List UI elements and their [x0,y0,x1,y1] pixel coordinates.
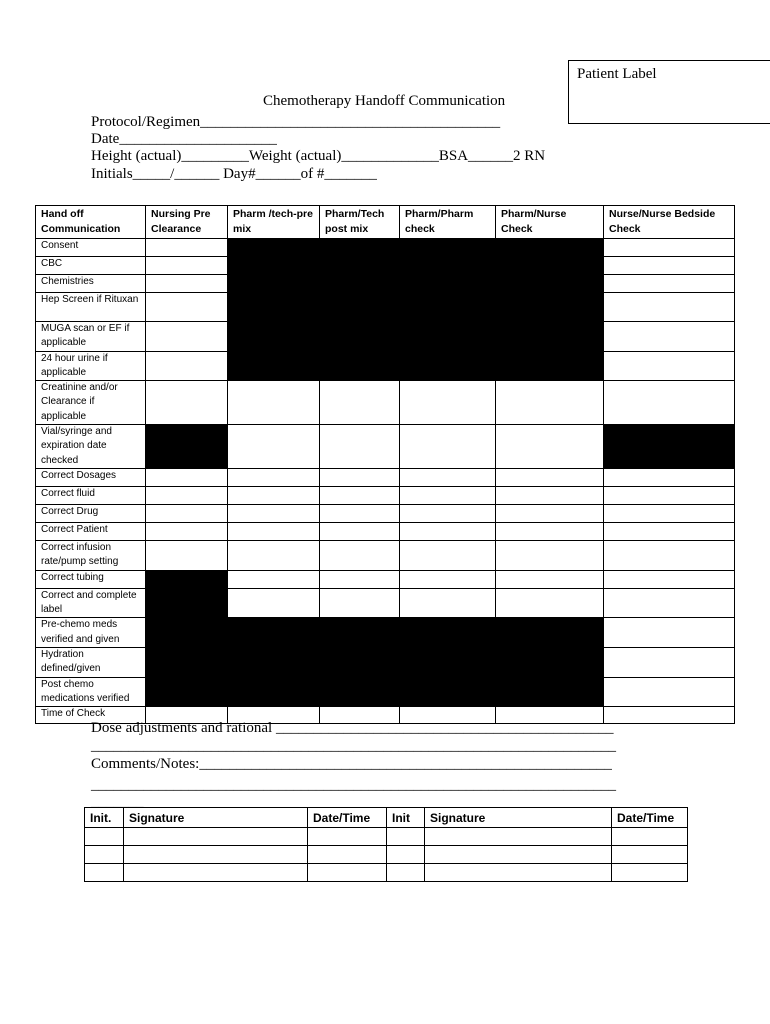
column-header: Nurse/Nurse Bedside Check [604,206,735,239]
dose-adjustments-continuation-line[interactable]: ______________________________________________________________________ [91,738,616,754]
check-cell[interactable] [604,677,735,707]
dose-adjustments-line[interactable]: Dose adjustments and rational _____________________________________________ [91,720,614,736]
table-row [36,469,735,487]
init-cell[interactable] [85,846,124,864]
signature-cell[interactable] [124,828,308,846]
check-cell[interactable] [320,588,400,618]
row-label: Correct Drug [36,505,146,523]
init-cell[interactable] [85,828,124,846]
check-cell[interactable] [146,275,228,293]
table-row [36,570,735,588]
check-cell[interactable] [320,487,400,505]
signature-cell[interactable] [124,864,308,882]
check-cell[interactable] [604,293,735,322]
check-cell[interactable] [604,469,735,487]
check-cell[interactable] [400,541,496,571]
table-row [36,618,735,648]
signature-table [84,807,688,882]
datetime-cell[interactable] [612,828,688,846]
check-cell[interactable] [496,381,604,425]
check-cell[interactable] [146,487,228,505]
check-cell[interactable] [228,588,320,618]
check-cell[interactable] [604,351,735,381]
check-cell[interactable] [146,351,228,381]
check-cell[interactable] [604,322,735,352]
check-cell[interactable] [320,469,400,487]
blocked-cell [228,239,604,381]
column-header: Date/Time [308,808,387,828]
signature-row [85,846,688,864]
init-cell[interactable] [387,864,425,882]
row-label: CBC [36,257,146,275]
patient-label: Patient Label [577,66,657,82]
check-cell[interactable] [400,588,496,618]
check-cell[interactable] [228,487,320,505]
form-title: Chemotherapy Handoff Communication [263,93,506,109]
row-label: Pre-chemo meds verified and given [36,618,146,648]
check-cell[interactable] [604,707,735,724]
datetime-cell[interactable] [308,846,387,864]
row-label: Correct Patient [36,523,146,541]
row-label: Hep Screen if Rituxan [36,293,146,322]
check-cell[interactable] [400,469,496,487]
check-cell[interactable] [496,523,604,541]
row-label: Correct Dosages [36,469,146,487]
datetime-cell[interactable] [612,846,688,864]
check-cell[interactable] [604,505,735,523]
signature-cell[interactable] [425,864,612,882]
datetime-cell[interactable] [612,864,688,882]
row-label: Chemistries [36,275,146,293]
column-header: Nursing Pre Clearance [146,206,228,239]
row-label: Correct tubing [36,570,146,588]
check-cell[interactable] [496,541,604,571]
column-header: Hand off Communication [36,206,146,239]
comments-end-line[interactable]: _______ [91,794,144,810]
check-cell[interactable] [146,293,228,322]
height-weight-bsa-line[interactable]: Height (actual)_________Weight (actual)_____________BSA______2 RN [91,148,546,164]
table-header-row [36,206,735,239]
check-cell[interactable] [496,570,604,588]
table-row [36,381,735,425]
check-cell[interactable] [604,618,735,648]
signature-row [85,864,688,882]
blocked-cell [228,618,604,707]
blocked-cell [604,425,735,469]
initials-day-line[interactable]: Initials_____/______ Day#______of #_______ [91,166,377,182]
check-cell[interactable] [604,570,735,588]
table-row [36,588,735,618]
row-label: Post chemo medications verified [36,677,146,707]
column-header: Pharm/Pharm check [400,206,496,239]
signature-row [85,828,688,846]
column-header: Pharm/Nurse Check [496,206,604,239]
check-cell[interactable] [320,523,400,541]
check-cell[interactable] [400,487,496,505]
check-cell[interactable] [228,541,320,571]
column-header: Pharm/Tech post mix [320,206,400,239]
blocked-cell [146,425,228,469]
row-label: Vial/syringe and expiration date checked [36,425,146,469]
comments-continuation-line[interactable]: ______________________________________________________________________ [91,777,616,793]
signature-cell[interactable] [425,846,612,864]
check-cell[interactable] [604,275,735,293]
check-cell[interactable] [496,469,604,487]
protocol-regimen-line[interactable]: Protocol/Regimen________________________________________ [91,114,501,130]
check-cell[interactable] [604,487,735,505]
check-cell[interactable] [400,570,496,588]
row-label: Hydration defined/given [36,647,146,677]
check-cell[interactable] [228,469,320,487]
datetime-cell[interactable] [308,828,387,846]
row-label: Correct fluid [36,487,146,505]
check-cell[interactable] [146,381,228,425]
check-cell[interactable] [496,505,604,523]
check-cell[interactable] [604,381,735,425]
check-cell[interactable] [320,425,400,469]
column-header: Init [387,808,425,828]
row-label: Correct and complete label [36,588,146,618]
table-row [36,541,735,571]
check-cell[interactable] [604,239,735,257]
blocked-cell [146,570,228,706]
patient-label-box [568,60,770,124]
check-cell[interactable] [320,381,400,425]
check-cell[interactable] [496,588,604,618]
check-cell[interactable] [604,257,735,275]
check-cell[interactable] [320,505,400,523]
signature-header-row [85,808,688,828]
datetime-cell[interactable] [308,864,387,882]
date-line[interactable]: Date_____________________ [91,131,277,147]
column-header: Signature [124,808,308,828]
init-cell[interactable] [387,846,425,864]
check-cell[interactable] [320,541,400,571]
column-header: Init. [85,808,124,828]
check-cell[interactable] [228,505,320,523]
table-row [36,239,735,257]
check-cell[interactable] [146,239,228,257]
signature-cell[interactable] [124,846,308,864]
check-cell[interactable] [400,425,496,469]
signature-cell[interactable] [425,828,612,846]
check-cell[interactable] [604,523,735,541]
init-cell[interactable] [387,828,425,846]
column-header: Date/Time [612,808,688,828]
table-row [36,523,735,541]
check-cell[interactable] [400,381,496,425]
check-cell[interactable] [496,487,604,505]
check-cell[interactable] [146,523,228,541]
init-cell[interactable] [85,864,124,882]
row-label: MUGA scan or EF if applicable [36,322,146,352]
table-row [36,487,735,505]
check-cell[interactable] [228,570,320,588]
check-cell[interactable] [496,425,604,469]
column-header: Signature [425,808,612,828]
check-cell[interactable] [146,469,228,487]
check-cell[interactable] [228,381,320,425]
handoff-table [35,205,735,724]
check-cell[interactable] [604,588,735,618]
check-cell[interactable] [146,322,228,352]
check-cell[interactable] [228,523,320,541]
row-label: Time of Check [36,707,146,724]
comments-notes-line[interactable]: Comments/Notes:_______________________________________________________ [91,756,612,772]
check-cell[interactable] [146,257,228,275]
column-header: Pharm /tech-pre mix [228,206,320,239]
check-cell[interactable] [320,570,400,588]
check-cell[interactable] [146,505,228,523]
row-label: 24 hour urine if applicable [36,351,146,381]
check-cell[interactable] [228,425,320,469]
check-cell[interactable] [604,647,735,677]
row-label: Correct infusion rate/pump setting [36,541,146,571]
check-cell[interactable] [400,523,496,541]
table-row [36,425,735,469]
table-row [36,505,735,523]
check-cell[interactable] [146,541,228,571]
row-label: Creatinine and/or Clearance if applicable [36,381,146,425]
check-cell[interactable] [400,505,496,523]
row-label: Consent [36,239,146,257]
check-cell[interactable] [604,541,735,571]
